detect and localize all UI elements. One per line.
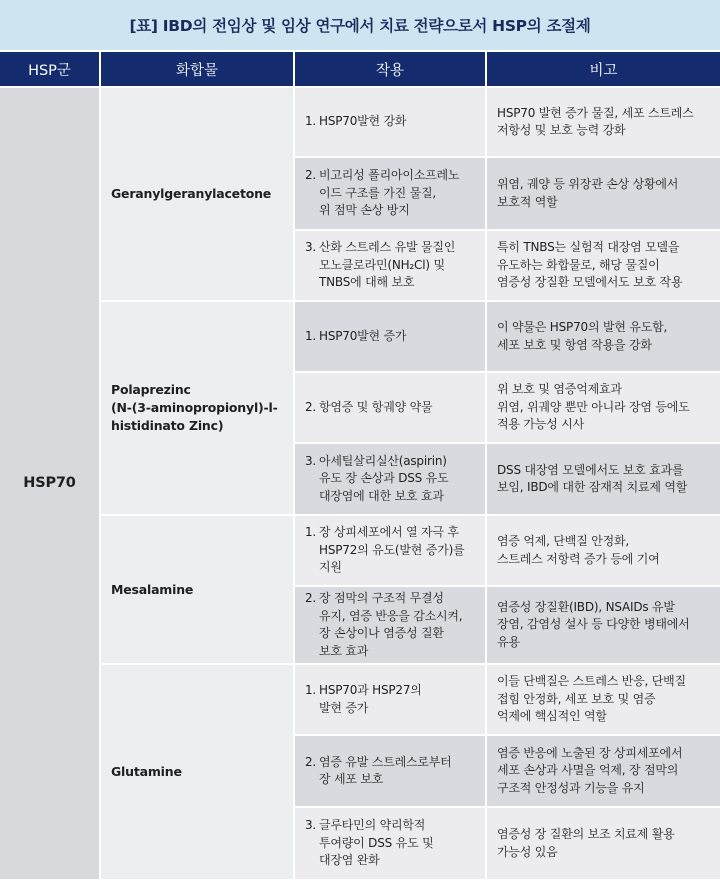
table-row — [0, 87, 720, 157]
action-cell: 3. 아세틸살리실산(aspirin) 유도 장 손상과 DSS 유도 대장염에 대한 보호 효과 — [294, 443, 486, 515]
compound-cell: Glutamine — [100, 664, 294, 879]
note-cell: HSP70 발현 증가 물질, 세포 스트레스 저항성 및 보호 능력 강화 — [486, 87, 720, 157]
note-cell: 염증 억제, 단백질 안정화, 스트레스 저항력 증가 등에 기여 — [486, 515, 720, 586]
table-row — [0, 515, 720, 586]
compound-cell: Polaprezinc (N-(3-aminopropionyl)-l- histidinato Zinc) — [100, 301, 294, 515]
compound-cell: Geranylgeranylacetone — [100, 87, 294, 301]
action-cell: 2. 장 점막의 구조적 무결성 유지, 염증 반응을 감소시켜, 장 손상이나 염증성 질환 보호 효과 — [294, 586, 486, 664]
action-cell: 3. 글루타민의 약리학적 투여량이 DSS 유도 및 대장염 완화 — [294, 807, 486, 879]
action-cell: 1. HSP70발현 증가 — [294, 301, 486, 372]
table-header-row — [0, 52, 720, 87]
note-cell: 염증 반응에 노출된 장 상피세포에서 세포 손상과 사멸을 억제, 장 점막의 구조적 안정성과 기능을 유지 — [486, 735, 720, 807]
compound-cell: Mesalamine — [100, 515, 294, 664]
note-cell: 이 약물은 HSP70의 발현 유도함, 세포 보호 및 항염 작용을 강화 — [486, 301, 720, 372]
action-cell: 2. 항염증 및 항궤양 약물 — [294, 372, 486, 443]
action-cell: 3. 산화 스트레스 유발 물질인 모노클로라민(NH₂Cl) 및 TNBS에 대해 보호 — [294, 230, 486, 301]
note-cell: 이들 단백질은 스트레스 반응, 단백질 접힘 안정화, 세포 보호 및 염증 억제에 핵심적인 역할 — [486, 664, 720, 735]
action-cell: 1. HSP70발현 강화 — [294, 87, 486, 157]
table-row — [0, 664, 720, 735]
hsp-group-cell: HSP70 — [0, 87, 100, 879]
header-action: 작용 — [294, 52, 486, 87]
hsp-modulator-table — [0, 52, 720, 879]
note-cell: 염증성 장 질환의 보조 치료제 활용 가능성 있음 — [486, 807, 720, 879]
note-cell: DSS 대장염 모델에서도 보호 효과를 보임, IBD에 대한 잠재적 치료제 역할 — [486, 443, 720, 515]
header-hsp-group: HSP군 — [0, 52, 100, 87]
table-row — [0, 301, 720, 372]
header-compound: 화합물 — [100, 52, 294, 87]
action-cell: 2. 염증 유발 스트레스로부터 장 세포 보호 — [294, 735, 486, 807]
action-cell: 1. HSP70과 HSP27의 발현 증가 — [294, 664, 486, 735]
page-title: [표] IBD의 전임상 및 임상 연구에서 치료 전략으로서 HSP의 조절제 — [0, 0, 720, 50]
note-cell: 위 보호 및 염증억제효과 위염, 위궤양 뿐만 아니라 장염 등에도 적용 가능성 시사 — [486, 372, 720, 443]
header-note: 비고 — [486, 52, 720, 87]
action-cell: 1. 장 상피세포에서 열 자극 후 HSP72의 유도(발현 증가)를 지원 — [294, 515, 486, 586]
note-cell: 특히 TNBS는 실험적 대장염 모델을 유도하는 화합물로, 해당 물질이 염증성 장질환 모델에서도 보호 작용 — [486, 230, 720, 301]
action-cell: 2. 비고리성 폴리아이소프레노 이드 구조를 가진 물질, 위 점막 손상 방지 — [294, 157, 486, 230]
note-cell: 위염, 궤양 등 위장관 손상 상황에서 보호적 역할 — [486, 157, 720, 230]
note-cell: 염증성 장질환(IBD), NSAIDs 유발 장염, 감염성 설사 등 다양한 병태에서 유용 — [486, 586, 720, 664]
